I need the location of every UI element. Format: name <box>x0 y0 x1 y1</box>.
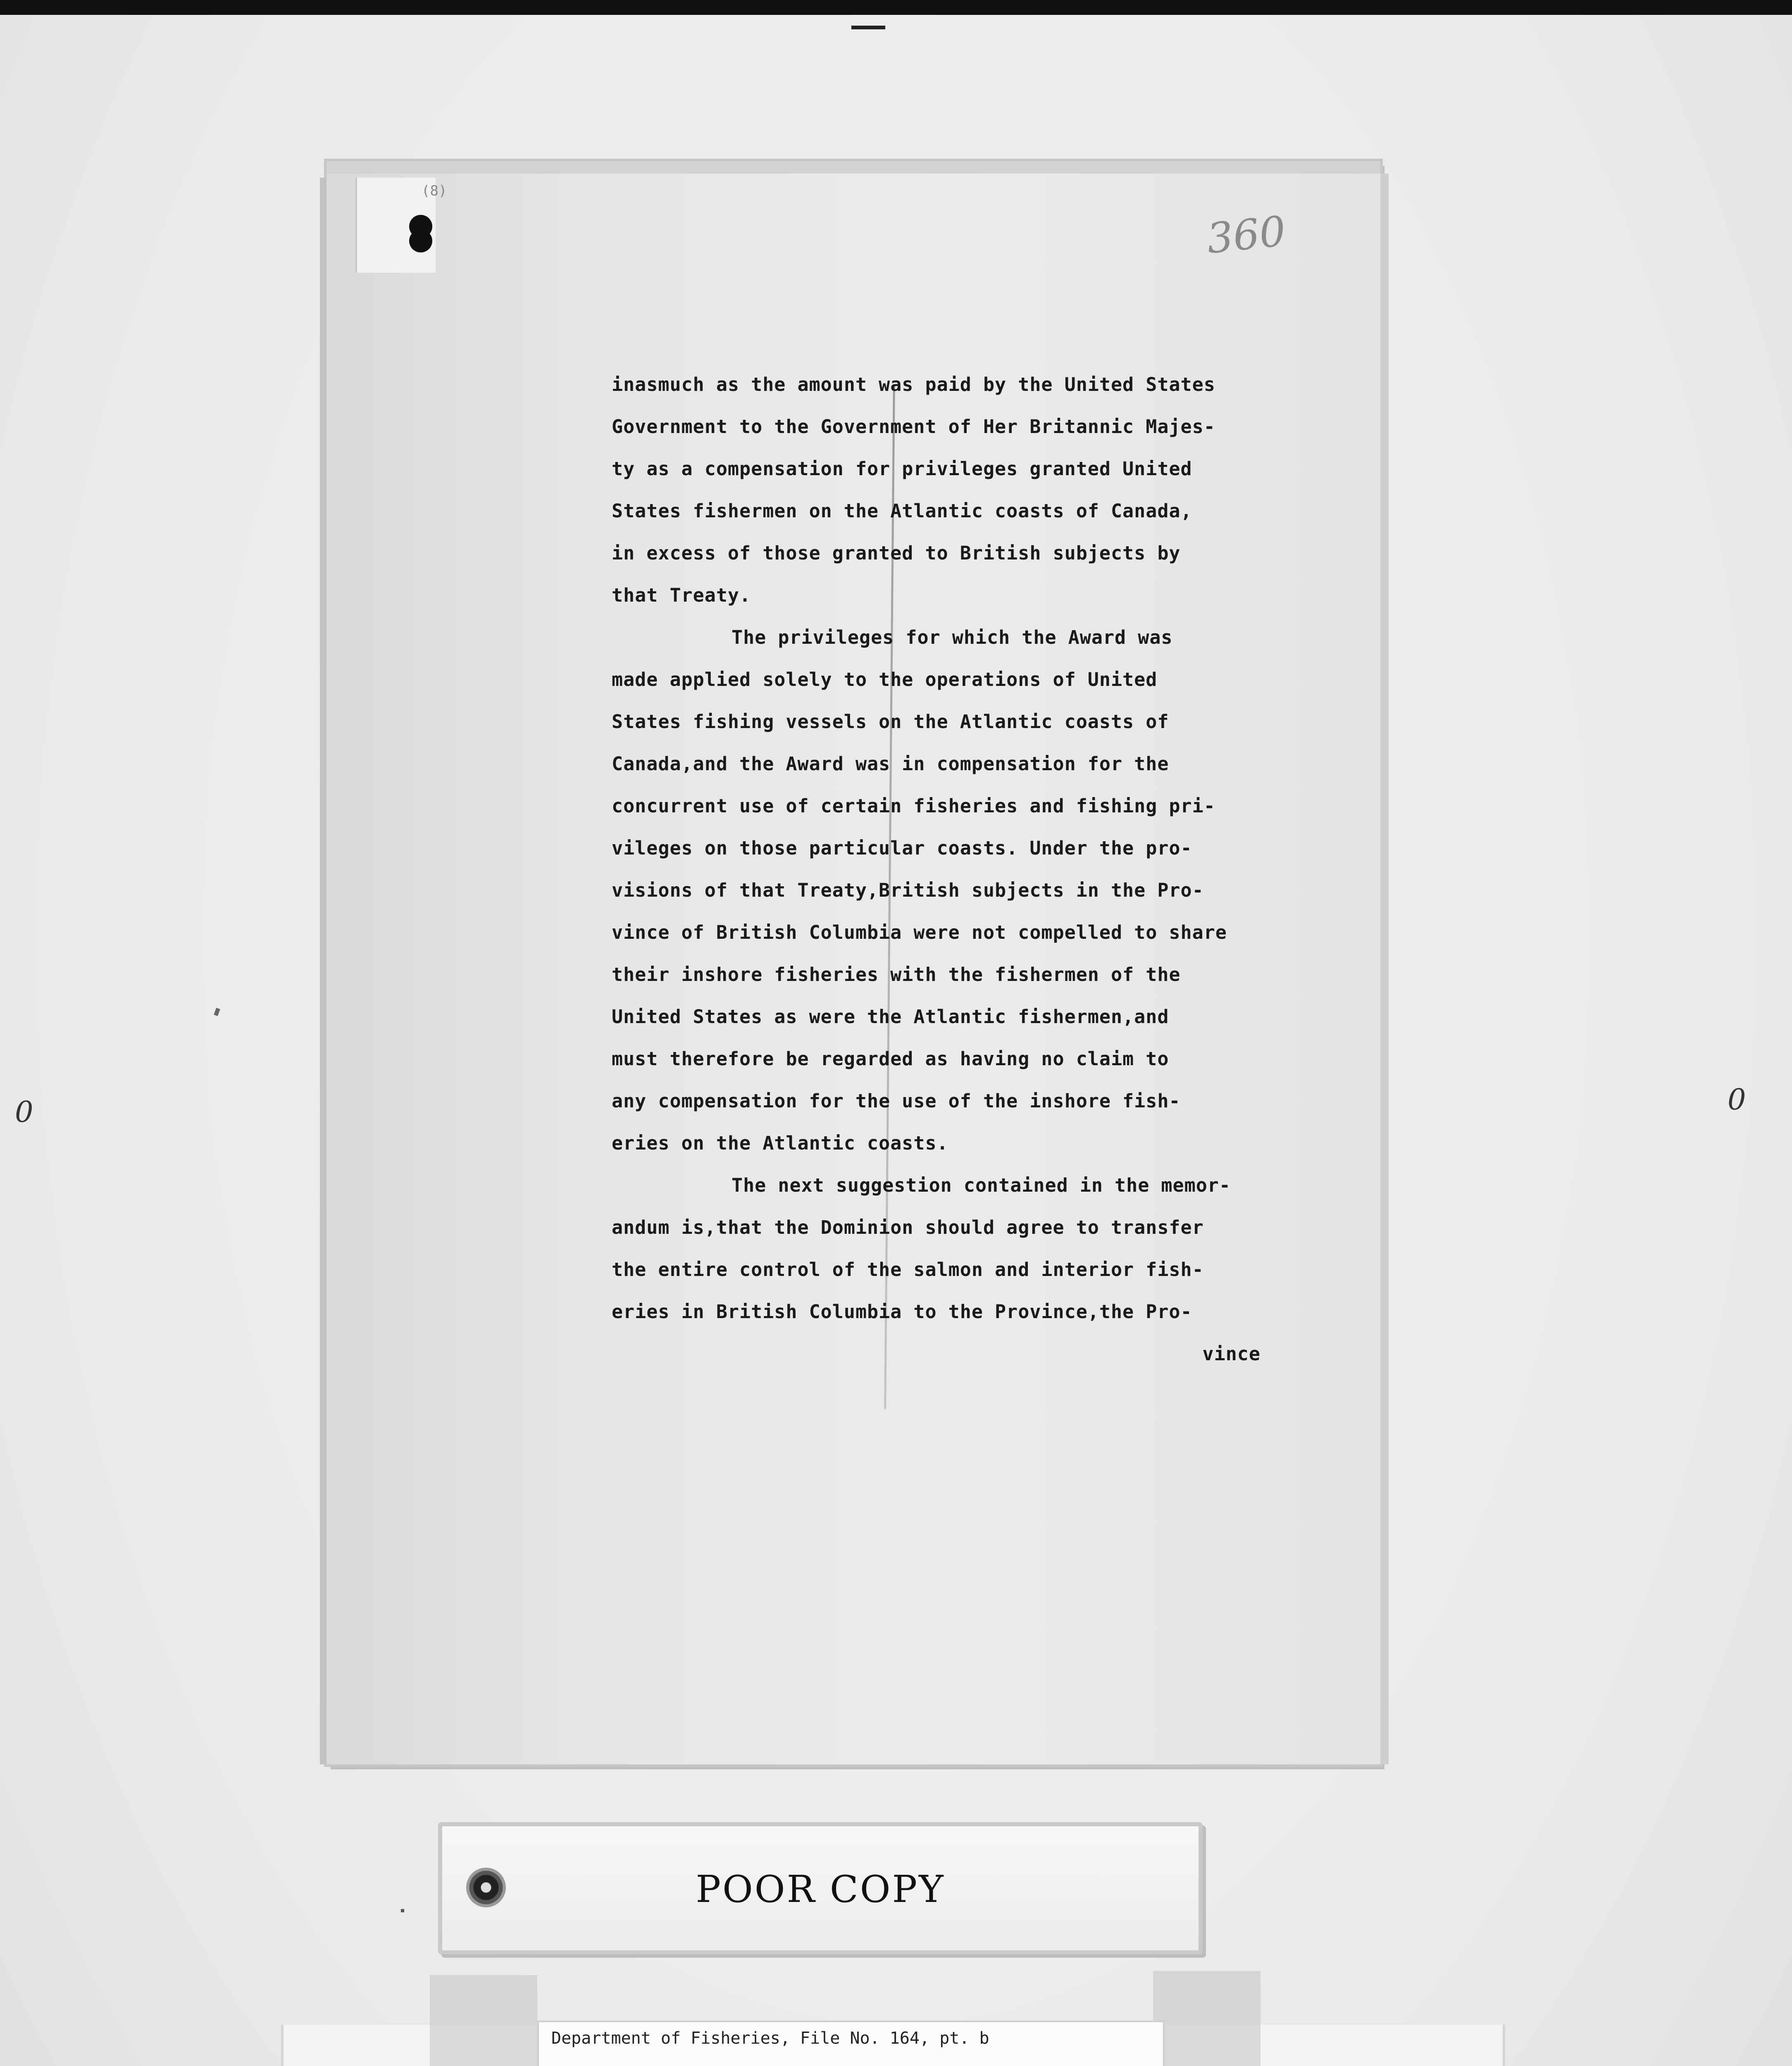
catchword-line: vince <box>1202 1343 1261 1365</box>
text-line: States fishing vessels on the Atlantic coasts of <box>612 711 1169 733</box>
text-line: Government to the Government of Her Britannic Majes- <box>612 416 1215 438</box>
film-speck <box>401 1909 404 1912</box>
paragraph-first-line: The next suggestion contained in the memor- <box>732 1174 1231 1196</box>
text-line: eries on the Atlantic coasts. <box>612 1132 948 1154</box>
text-line: concurrent use of certain fisheries and fishing pri- <box>612 795 1215 817</box>
page-top-fold <box>326 161 1380 174</box>
handwritten-folio-number: 360 <box>1204 207 1288 263</box>
text-line: must therefore be regarded as having no claim to <box>612 1048 1169 1070</box>
text-line: any compensation for the use of the inshore fish- <box>612 1090 1181 1112</box>
text-line: the entire control of the salmon and interior fish- <box>612 1259 1204 1281</box>
poor-copy-text: POOR COPY <box>696 1868 945 1911</box>
page-right-edge <box>1380 174 1389 1764</box>
text-line: vince of British Columbia were not compelled to share <box>612 921 1227 943</box>
margin-mark-right: 0 <box>1728 1083 1746 1116</box>
file-reference-label <box>537 2021 1165 2066</box>
tape-strip <box>1153 1971 1261 2066</box>
text-line: ty as a compensation for privileges granted United <box>612 458 1192 480</box>
text-line: made applied solely to the operations of United <box>612 669 1158 690</box>
punch-hole <box>409 229 432 252</box>
paragraph-first-line: The privileges for which the Award was <box>732 626 1173 648</box>
text-line: visions of that Treaty,British subjects in the Pro- <box>612 879 1204 901</box>
page-left-edge <box>320 178 326 1764</box>
text-line: States fishermen on the Atlantic coasts of Canada, <box>612 500 1192 522</box>
text-line: Canada,and the Award was in compensation for the <box>612 753 1169 775</box>
text-line: their inshore fisheries with the fishermen of the <box>612 964 1181 985</box>
text-line: in excess of those granted to British subjects by <box>612 542 1181 564</box>
text-line: United States as were the Atlantic fishermen,and <box>612 1006 1169 1028</box>
text-line: inasmuch as the amount was paid by the United States <box>612 374 1215 395</box>
tape-strip <box>430 1975 537 2066</box>
typed-body-text <box>612 364 1273 1375</box>
text-line: eries in British Columbia to the Province,the Pro- <box>612 1301 1192 1323</box>
file-reference-text: Department of Fisheries, File No. 164, pt. b <box>551 2029 989 2048</box>
frame-mark <box>851 26 885 29</box>
margin-mark-left: 0 <box>15 1095 33 1129</box>
text-line: vileges on those particular coasts. Under the pro- <box>612 837 1192 859</box>
text-line: that Treaty. <box>612 584 751 606</box>
corner-reference-mark: (8) <box>422 183 447 199</box>
film-frame-top-edge <box>0 0 1792 15</box>
poor-copy-label <box>438 1822 1203 1954</box>
text-line: andum is,that the Dominion should agree to transfer <box>612 1216 1204 1238</box>
